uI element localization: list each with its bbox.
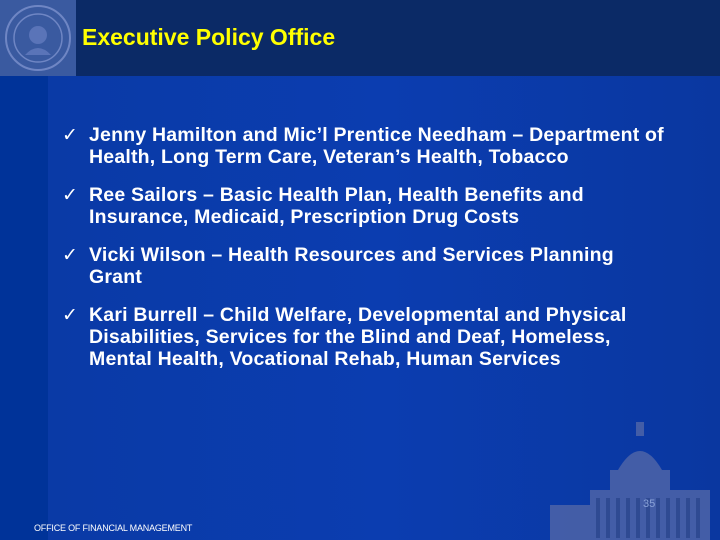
page-title: Executive Policy Office — [82, 24, 336, 50]
check-icon: ✓ — [62, 124, 79, 146]
left-band — [0, 76, 48, 540]
bullet-text: Vicki Wilson – Health Resources and Services Planning Grant — [89, 244, 614, 288]
list-item — [62, 124, 672, 168]
state-seal — [0, 0, 76, 76]
list-item — [62, 304, 672, 370]
footer-org-label: OFFICE OF FINANCIAL MANAGEMENT — [34, 523, 193, 533]
state-seal-icon — [3, 3, 73, 73]
bullet-list — [62, 124, 672, 386]
capitol-building-image — [540, 410, 720, 540]
bullet-text: Kari Burrell – Child Welfare, Developmental and Physical Disabilities, Services for the Blind and Deaf, Homeless, Mental Health, Vocational Rehab, Human Services — [89, 304, 627, 370]
page-number: 35 — [643, 498, 656, 510]
check-icon: ✓ — [62, 304, 79, 326]
check-icon: ✓ — [62, 184, 79, 206]
bullet-text: Jenny Hamilton and Mic’l Prentice Needham – Department of Health, Long Term Care, Veteran’s Health, Tobacco — [89, 124, 664, 168]
bullet-text: Ree Sailors – Basic Health Plan, Health Benefits and Insurance, Medicaid, Prescription Drug Costs — [89, 184, 584, 228]
check-icon: ✓ — [62, 244, 79, 266]
list-item — [62, 184, 672, 228]
list-item — [62, 244, 672, 288]
